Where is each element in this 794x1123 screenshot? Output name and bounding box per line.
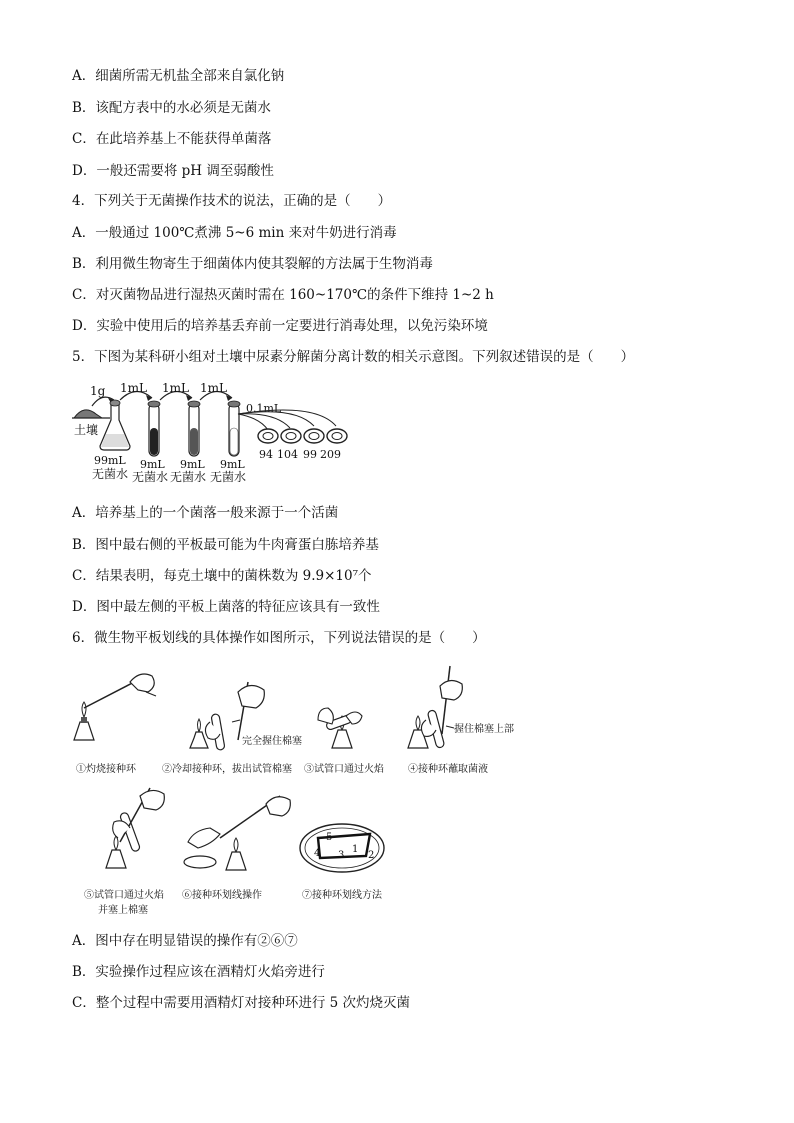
transfer-label-3: 1mL (200, 381, 227, 395)
tube-1-water: 无菌水 (132, 470, 169, 484)
plate-volume-label: 0.1mL (246, 402, 282, 415)
caption-4: ④接种环蘸取菌液 (408, 764, 488, 775)
q5-option-c: C．结果表明，每克土壤中的菌株数为 9.9×10⁷个 (72, 568, 372, 584)
panel-1-burning-loop (74, 674, 156, 775)
q4-option-d: D．实验中使用后的培养基丢弃前一定要进行消毒处理，以免污染环境 (72, 318, 488, 334)
streak-figure (70, 662, 540, 922)
q3-option-c: C．在此培养基上不能获得单菌落 (72, 131, 272, 147)
tube-2-water: 无菌水 (170, 470, 207, 484)
zone-5: 5 (326, 832, 333, 843)
caption-6: ⑥接种环划线操作 (182, 890, 262, 901)
tube-3-volume: 9mL (220, 458, 245, 471)
q5-stem: 5．下图为某科研小组对土壤中尿素分解菌分离计数的相关示意图。下列叙述错误的是（ ） (72, 349, 635, 365)
q3-option-a: A．细菌所需无机盐全部来自氯化钠 (72, 68, 285, 84)
panel-4-dip-loop (408, 666, 514, 775)
caption-2: ②冷却接种环，拔出试管棉塞 (162, 764, 292, 775)
caption-1: ①灼烧接种环 (76, 764, 136, 775)
plate-4 (327, 429, 347, 443)
panel-3-flame-tube (304, 708, 384, 775)
tube-2-volume: 9mL (180, 458, 205, 471)
plate-count-2: 104 (277, 448, 298, 461)
tube-1-volume: 9mL (140, 458, 165, 471)
panel-5-seal-tube (84, 788, 164, 916)
soil-label: 土壤 (74, 423, 99, 437)
q4-option-c: C．对灭菌物品进行湿热灭菌时需在 160~170℃的条件下维持 1~2 h (72, 287, 494, 303)
zone-2: 2 (368, 850, 375, 861)
tube-3-water: 无菌水 (210, 470, 247, 484)
note-full-grip: 完全握住棉塞 (242, 736, 302, 747)
soil-pile (74, 410, 102, 418)
panel-2-cool-loop (162, 682, 302, 775)
q3-option-b: B．该配方表中的水必须是无菌水 (72, 100, 271, 116)
caption-7: ⑦接种环划线方法 (302, 890, 382, 901)
q4-option-a: A．一般通过 100℃煮沸 5~6 min 来对牛奶进行消毒 (72, 225, 397, 241)
zone-1: 1 (352, 844, 359, 855)
tube-3 (228, 401, 240, 456)
transfer-label-1: 1mL (120, 381, 147, 395)
plate-count-3: 99 (303, 448, 317, 461)
plate-1 (258, 429, 278, 443)
zone-4: 4 (314, 848, 321, 859)
q4-stem: 4．下列关于无菌操作技术的说法，正确的是（ ） (72, 193, 392, 209)
soil-mass-label: 1g (90, 384, 106, 398)
zone-3: 3 (338, 850, 345, 861)
q6-option-b: B．实验操作过程应该在酒精灯火焰旁进行 (72, 964, 325, 980)
flask-volume: 99mL (94, 454, 126, 467)
tube-1 (148, 401, 160, 456)
panel-7-streak-method (300, 824, 384, 901)
q6-option-c: C．整个过程中需要用酒精灯对接种环进行 5 次灼烧灭菌 (72, 995, 411, 1011)
caption-5: ⑤试管口通过火焰 (84, 890, 164, 901)
q3-option-d: D．一般还需要将 pH 调至弱酸性 (72, 163, 274, 179)
caption-3: ③试管口通过火焰 (304, 764, 384, 775)
plate-count-1: 94 (259, 448, 273, 461)
dilution-figure (70, 378, 370, 488)
tube-2 (188, 401, 200, 456)
q6-stem: 6．微生物平板划线的具体操作如图所示，下列说法错误的是（ ） (72, 630, 486, 646)
transfer-label-2: 1mL (162, 381, 189, 395)
flask-water: 无菌水 (92, 467, 129, 481)
panel-6-streak (182, 796, 290, 901)
plate-2 (281, 429, 301, 443)
note-upper-grip: 握住棉塞上部 (454, 724, 514, 735)
q5-option-d: D．图中最左侧的平板上菌落的特征应该具有一致性 (72, 599, 380, 615)
streak-diagram (70, 662, 540, 922)
q6-option-a: A．图中存在明显错误的操作有②⑥⑦ (72, 933, 298, 949)
q5-option-b: B．图中最右侧的平板最可能为牛肉膏蛋白胨培养基 (72, 537, 379, 553)
caption-5-line-2: 并塞上棉塞 (98, 905, 148, 916)
plate-3 (304, 429, 324, 443)
q5-option-a: A．培养基上的一个菌落一般来源于一个活菌 (72, 505, 339, 521)
plate-count-4: 209 (320, 448, 341, 461)
q4-option-b: B．利用微生物寄生于细菌体内使其裂解的方法属于生物消毒 (72, 256, 433, 272)
dilution-diagram (70, 378, 370, 488)
